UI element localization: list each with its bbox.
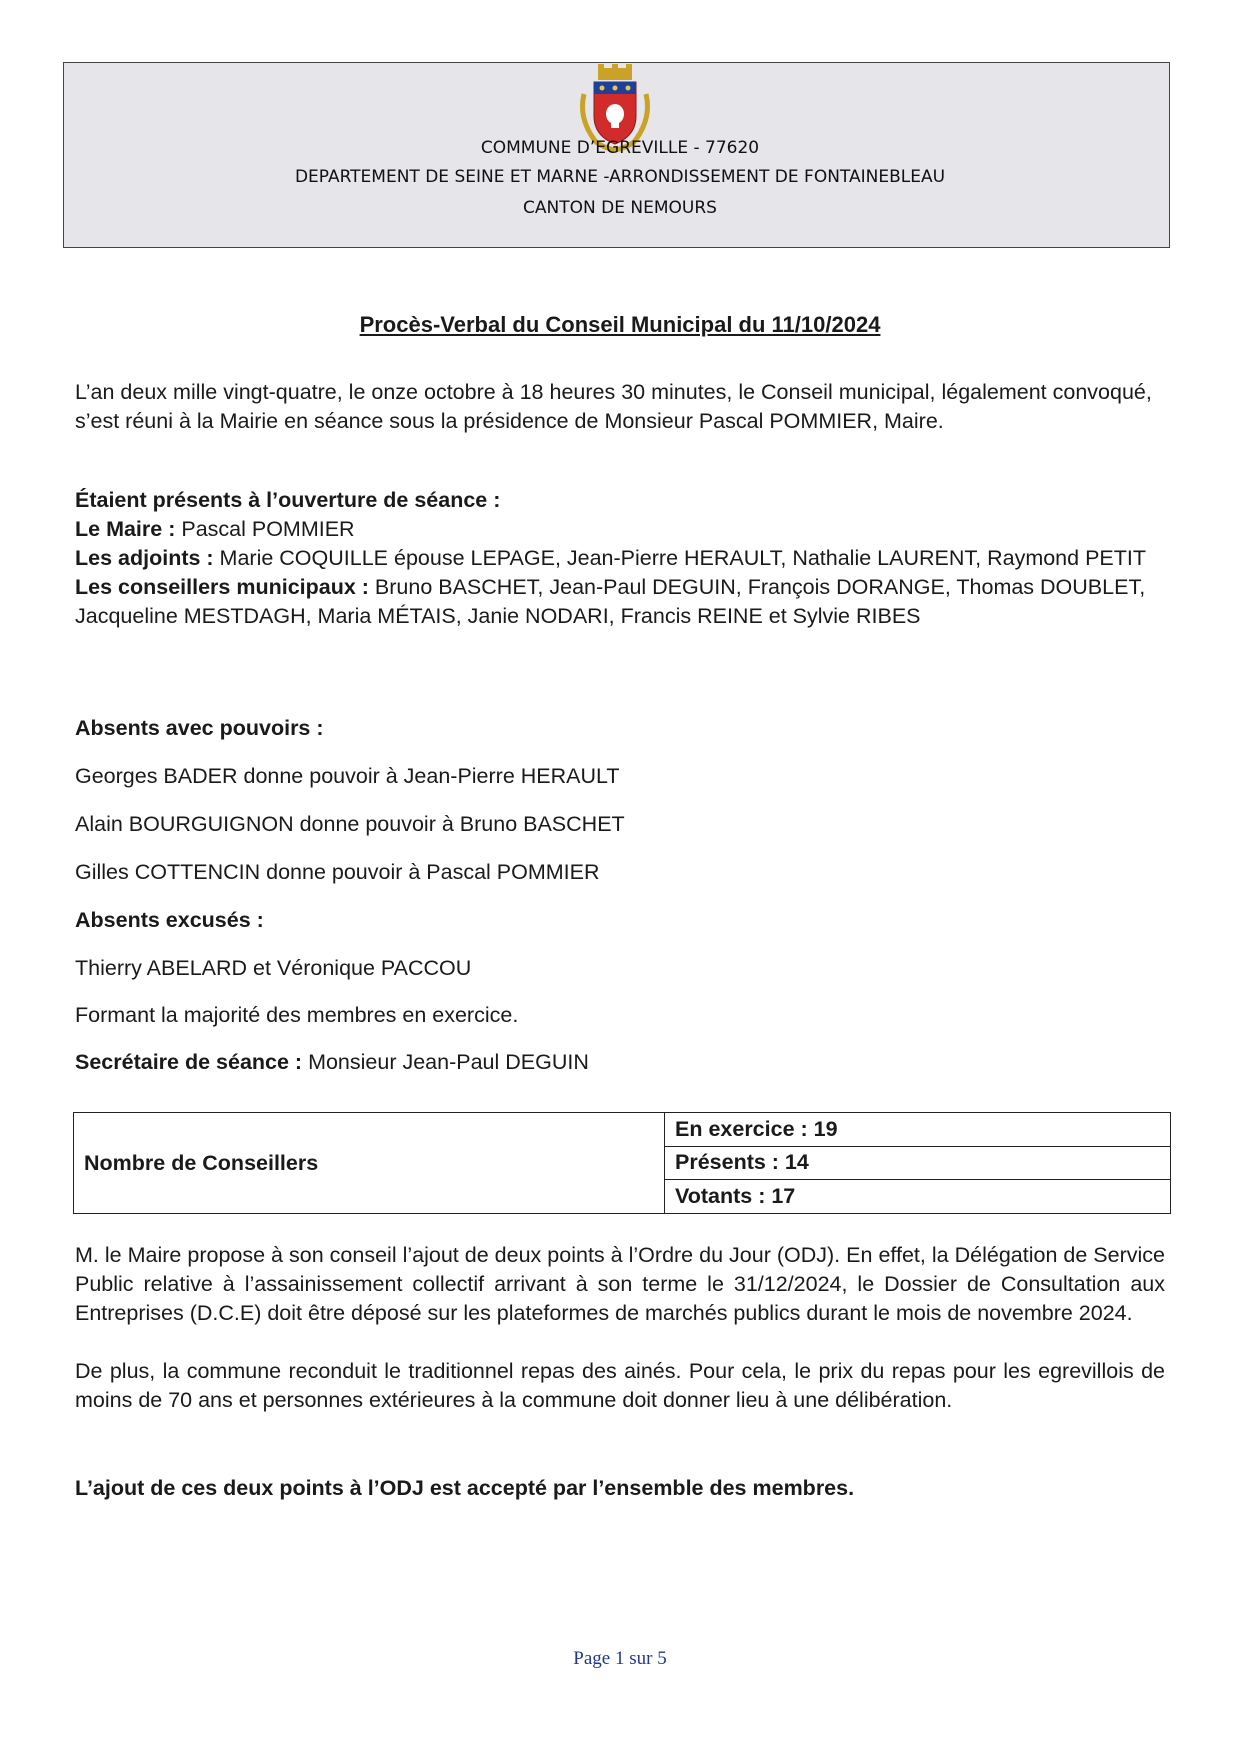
absents-excuses-names: Thierry ABELARD et Véronique PACCOU bbox=[75, 956, 472, 980]
conseillers-line bbox=[75, 573, 1165, 631]
conseillers-count-table bbox=[73, 1112, 1171, 1214]
pouvoir-item: Georges BADER donne pouvoir à Jean-Pierre HERAULT bbox=[75, 764, 620, 788]
header-departement: DEPARTEMENT DE SEINE ET MARNE -ARRONDISSEMENT DE FONTAINEBLEAU bbox=[294, 167, 946, 187]
count-votants: Votants : 17 bbox=[665, 1180, 1171, 1214]
adjoints-names: Marie COQUILLE épouse LEPAGE, Jean-Pierre HERAULT, Nathalie LAURENT, Raymond PETIT bbox=[213, 546, 1146, 570]
page-number: Page 1 sur 5 bbox=[573, 1648, 667, 1669]
maire-line bbox=[75, 515, 1165, 544]
maire-label: Le Maire : bbox=[75, 517, 176, 541]
presents-section bbox=[75, 486, 1165, 631]
maire-name: Pascal POMMIER bbox=[175, 517, 355, 541]
majorite-line: Formant la majorité des membres en exercice. bbox=[75, 1003, 519, 1027]
pouvoir-item: Gilles COTTENCIN donne pouvoir à Pascal POMMIER bbox=[75, 860, 600, 884]
intro-paragraph: L’an deux mille vingt-quatre, le onze octobre à 18 heures 30 minutes, le Conseil municipal, légalement convoqué, s’est réuni à la Mairie en séance sous la présidence de Monsieur Pascal POMMIER, Maire. bbox=[75, 380, 1152, 433]
conclusion-line: L’ajout de ces deux points à l’ODJ est accepté par l’ensemble des membres. bbox=[75, 1476, 855, 1500]
conseillers-names: Bruno BASCHET, Jean-Paul DEGUIN, François DORANGE, Thomas DOUBLET, Jacqueline MESTDAGH, Maria MÉTAIS, Janie NODARI, Francis REINE et Sylvie RIBES bbox=[75, 575, 1146, 628]
count-presents: Présents : 14 bbox=[665, 1146, 1171, 1180]
presents-heading: Étaient présents à l’ouverture de séance : bbox=[75, 488, 501, 512]
header-commune: COMMUNE D’EGREVILLE - 77620 bbox=[480, 138, 760, 158]
absents-pouvoirs-heading: Absents avec pouvoirs : bbox=[75, 716, 324, 740]
document-title: Procès-Verbal du Conseil Municipal du 11/10/2024 bbox=[359, 312, 881, 337]
odj-paragraph-2: De plus, la commune reconduit le traditionnel repas des ainés. Pour cela, le prix du repas pour les egrevillois de moins de 70 ans et personnes extérieures à la commune doit donner lieu à une délibération. bbox=[75, 1359, 1165, 1412]
adjoints-line bbox=[75, 544, 1165, 573]
header-canton: CANTON DE NEMOURS bbox=[523, 198, 717, 218]
count-en-exercice: En exercice : 19 bbox=[665, 1113, 1171, 1147]
pouvoir-item: Alain BOURGUIGNON donne pouvoir à Bruno BASCHET bbox=[75, 812, 625, 836]
conseillers-label: Les conseillers municipaux : bbox=[75, 575, 369, 599]
adjoints-label: Les adjoints : bbox=[75, 546, 214, 570]
secretaire-line bbox=[75, 1048, 1165, 1077]
secretaire-label: Secrétaire de séance : bbox=[75, 1050, 303, 1074]
absents-excuses-heading: Absents excusés : bbox=[75, 908, 264, 932]
count-label: Nombre de Conseillers bbox=[74, 1113, 665, 1214]
secretaire-name: Monsieur Jean-Paul DEGUIN bbox=[302, 1050, 589, 1074]
odj-paragraph-1: M. le Maire propose à son conseil l’ajout de deux points à l’Ordre du Jour (ODJ). En effet, la Délégation de Service Public relative à l’assainissement collectif arrivant à son terme le 31/12/2024, le Dossier de Consultation aux Entreprises (D.C.E) doit être déposé sur les plateformes de marchés publics durant le mois de novembre 2024. bbox=[75, 1243, 1165, 1325]
